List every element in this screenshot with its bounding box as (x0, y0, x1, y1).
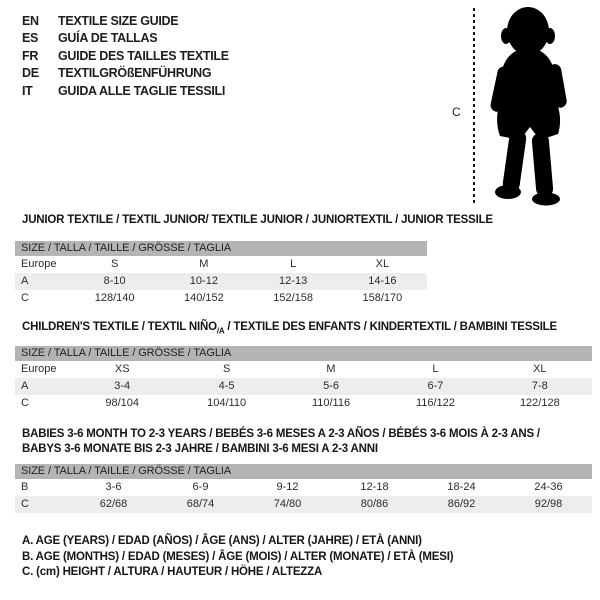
children-table-title (22, 321, 557, 335)
language-row-en (22, 12, 229, 30)
table-row-europe (15, 256, 427, 273)
size-header-bar: SIZE / TALLA / TAILLE / GRÖSSE / TAGLIA (15, 464, 592, 479)
height-measure-dashed-line (473, 8, 475, 206)
table-row-height (15, 290, 427, 307)
size-cell: 74/80 (273, 498, 302, 510)
footnotes-block (22, 535, 453, 582)
babies-table-title (22, 427, 540, 456)
size-cell: 6-9 (192, 481, 209, 493)
size-cell: 110/116 (311, 397, 351, 409)
size-cell: L (290, 258, 297, 270)
size-cell: XL (533, 363, 547, 375)
size-cell: 3-6 (105, 481, 122, 493)
size-cell: 24-36 (534, 481, 563, 493)
size-cell: 116/122 (415, 397, 455, 409)
size-header-bar: SIZE / TALLA / TAILLE / GRÖSSE / TAGLIA (15, 241, 427, 256)
size-cell: 86/92 (447, 498, 476, 510)
row-label: C (21, 292, 29, 304)
baby-silhouette-icon (483, 5, 575, 207)
language-code: ES (22, 31, 39, 46)
size-cell: S (222, 363, 231, 375)
size-cell: 104/110 (207, 397, 247, 409)
size-cell: 4-5 (218, 380, 235, 392)
size-cell: 98/104 (105, 397, 140, 409)
language-code: IT (22, 83, 33, 98)
size-cell: 6-7 (427, 380, 444, 392)
table-row-height (15, 395, 592, 412)
measure-label-c: C (452, 105, 461, 119)
children-title-pre: CHILDREN'S TEXTILE / TEXTIL NIÑO (22, 321, 217, 333)
language-title: TEXTILE SIZE GUIDE (58, 13, 179, 28)
size-cell: 80/86 (360, 498, 389, 510)
size-cell: M (326, 363, 336, 375)
language-row-it (22, 82, 229, 100)
footnote-a: A. AGE (YEARS) / EDAD (AÑOS) / ÂGE (ANS) / ALTER (JAHRE) / ETÀ (ANNI) (22, 535, 422, 547)
children-title-post: / TEXTILE DES ENFANTS / KINDERTEXTIL / BAMBINI TESSILE (224, 321, 557, 333)
footnote-c: C. (cm) HEIGHT / ALTURA / HAUTEUR / HÖHE / ALTEZZA (22, 566, 323, 578)
row-label: Europe (21, 363, 57, 375)
footnote-b: B. AGE (MONTHS) / EDAD (MESES) / ÂGE (MOIS) / ALTER (MONATE) / ETÀ (MESI) (22, 550, 454, 563)
junior-table (15, 241, 427, 307)
table-row-age (15, 273, 427, 290)
size-cell: XS (114, 363, 130, 375)
size-header-bar: SIZE / TALLA / TAILLE / GRÖSSE / TAGLIA (15, 346, 592, 361)
language-row-es (22, 30, 229, 48)
row-label: C (21, 397, 29, 409)
size-cell: 12-18 (360, 481, 389, 493)
language-code: DE (22, 66, 39, 81)
size-cell: S (110, 258, 119, 270)
size-cell: XL (375, 258, 390, 270)
size-cell: 128/140 (94, 292, 135, 304)
size-cell: 68/74 (186, 498, 215, 510)
size-cell: L (432, 363, 439, 375)
row-label: B (21, 481, 29, 493)
size-cell: 9-12 (276, 481, 299, 493)
size-cell: M (199, 258, 209, 270)
size-cell: 7-8 (531, 380, 548, 392)
size-cell: 122/128 (519, 397, 560, 409)
size-cell: 12-13 (279, 275, 308, 287)
language-code: EN (22, 13, 39, 28)
babies-title-line1: BABIES 3-6 MONTH TO 2-3 YEARS / BEBÉS 3-6 MESES A 2-3 AÑOS / BÉBÉS 3-6 MOIS À 2-3 ANS / (22, 428, 540, 440)
table-row-age-months (15, 479, 592, 496)
language-code: FR (22, 48, 39, 63)
children-title-subscript: /A (216, 326, 225, 336)
size-cell: 5-6 (323, 380, 339, 392)
language-title: GUÍA DE TALLAS (58, 31, 158, 46)
language-title-block (22, 12, 229, 100)
row-label: A (21, 275, 29, 287)
size-cell: 158/170 (362, 292, 403, 304)
row-label: A (21, 380, 29, 392)
language-title: TEXTILGRÖßENFÜHRUNG (58, 66, 212, 81)
size-cell: 14-16 (368, 275, 397, 287)
size-cell: 8-10 (103, 275, 126, 287)
row-label: C (21, 498, 29, 510)
size-cell: 62/68 (99, 498, 128, 510)
language-title: GUIDE DES TAILLES TEXTILE (58, 48, 229, 63)
size-cell: 18-24 (447, 481, 476, 493)
language-title: GUIDA ALLE TAGLIE TESSILI (58, 83, 226, 98)
size-cell: 10-12 (189, 275, 218, 287)
table-row-height (15, 496, 592, 513)
junior-table-title: JUNIOR TEXTILE / TEXTIL JUNIOR/ TEXTILE JUNIOR / JUNIORTEXTIL / JUNIOR TESSILE (22, 214, 493, 226)
babies-title-line2: BABYS 3-6 MONATE BIS 2-3 JAHRE / BAMBINI 3-6 MESI A 2-3 ANNI (22, 442, 378, 455)
size-cell: 3-4 (114, 380, 131, 392)
size-cell: 92/98 (534, 498, 563, 510)
babies-table (15, 464, 592, 513)
table-row-age (15, 378, 592, 395)
size-cell: 140/152 (183, 292, 224, 304)
language-row-de (22, 65, 229, 83)
table-row-europe (15, 361, 592, 378)
size-cell: 152/158 (273, 292, 313, 304)
language-row-fr (22, 47, 229, 65)
children-table (15, 346, 592, 412)
row-label: Europe (21, 258, 57, 270)
